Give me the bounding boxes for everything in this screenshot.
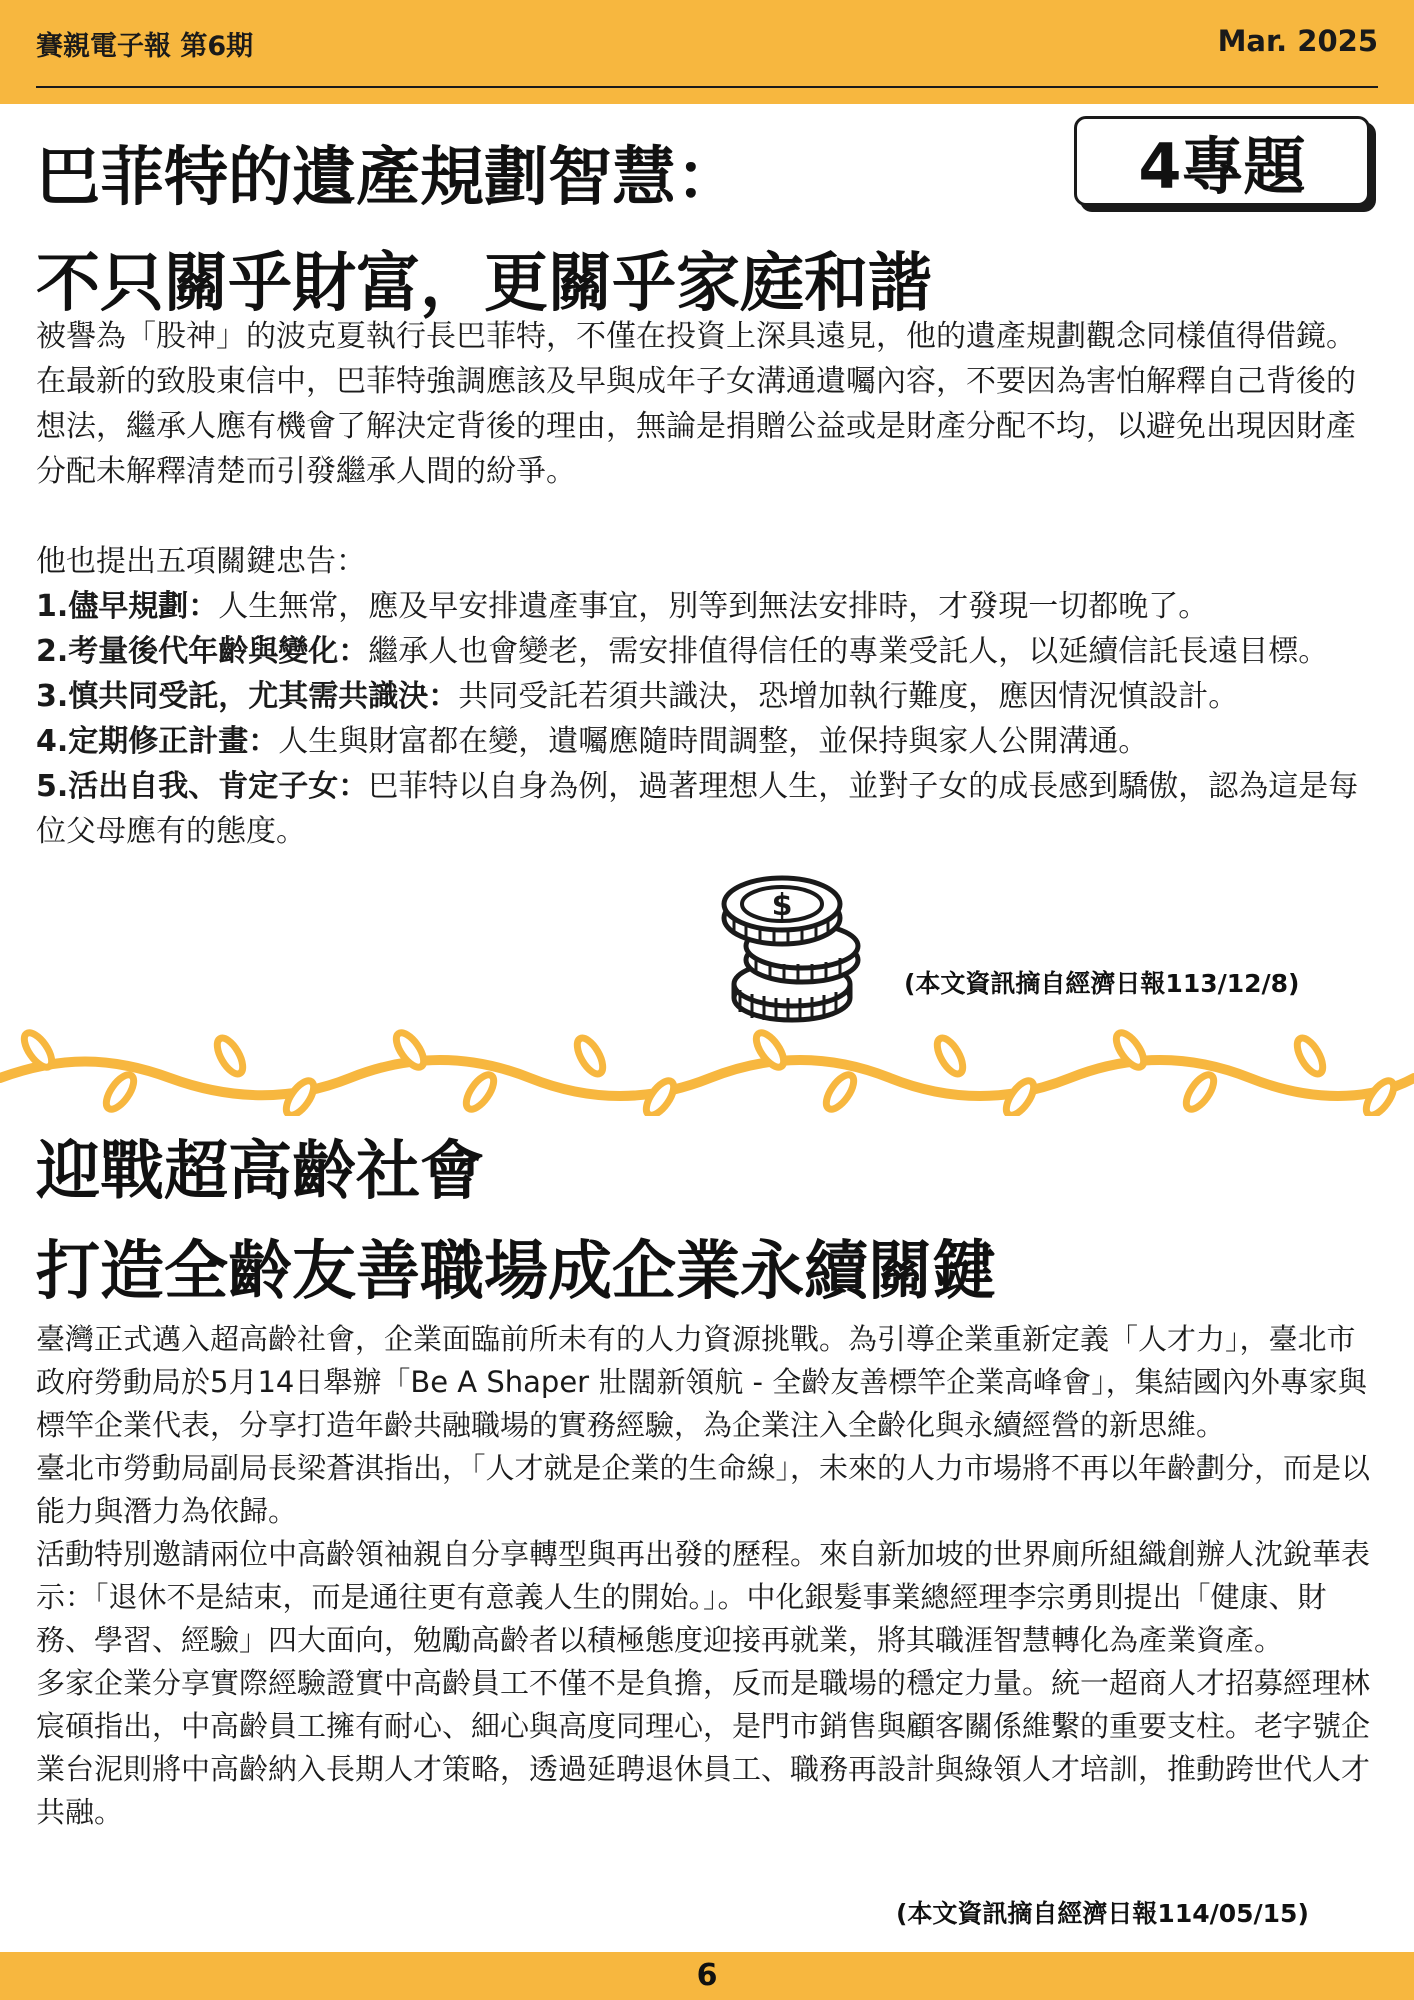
svg-text:$: $ [771,888,793,923]
article2-source: (本文資訊摘自經濟日報114/05/15) [896,1899,1309,1928]
article2-paragraph: 活動特別邀請兩位中高齡領袖親自分享轉型與再出發的歷程。來自新加坡的世界廁所組織創辦人沈銳華表示：「退休不是結束，而是通往更有意義人生的開始。」。中化銀髮事業總經理李宗勇則提出「健康、財務、學習、經驗」四大面向，勉勵高齡者以積極態度迎接再就業，將其職涯智慧轉化為產業資產。 [36,1537,1371,1657]
advice-heading: 3.慎共同受託，尤其需共識決： [36,679,459,714]
advice-heading: 5.活出自我、肯定子女： [36,769,369,804]
article2-title-line2: 打造全齡友善職場成企業永續關鍵 [36,1235,996,1309]
article1-intro: 被譽為「股神」的波克夏執行長巴菲特，不僅在投資上深具遠見，他的遺產規劃觀念同樣值得借鏡。在最新的致股東信中，巴菲特強調應該及早與成年子女溝通遺囑內容，不要因為害怕解釋自己背後的想法，繼承人應有機會了解決定背後的理由，無論是捐贈公益或是財產分配不均，以避免出現因財產分配未解釋清楚而引發繼承人間的紛爭。 [36,319,1356,489]
article2-paragraph: 臺灣正式邁入超高齡社會，企業面臨前所未有的人力資源挑戰。為引導企業重新定義「人才力」，臺北市政府勞動局於5月14日舉辦「Be A Shaper 壯闊新領航 - 全齡友善標竿企業高峰會」，集結國內外專家與標竿企業代表，分享打造年齡共融職場的實務經驗，為企業注入全齡化與永續經營的新思維。 [36,1322,1367,1442]
advice-heading: 4.定期修正計畫： [36,724,279,759]
vine-divider [0,1016,1414,1116]
advice-text: 人生與財富都在變，遺囑應隨時間調整，並保持與家人公開溝通。 [278,724,1149,759]
article1-body [36,314,1366,854]
article2-paragraph: 臺北市勞動局副局長梁蒼淇指出，「人才就是企業的生命線」，未來的人力市場將不再以年齡劃分，而是以能力與潛力為依歸。 [36,1451,1371,1528]
article2-body [36,1318,1382,1834]
footer-band [0,1952,1414,2000]
advice-text: 巴菲特以自身為例，過著理想人生，並對子女的成長感到驕傲，認為這是每位父母應有的態度。 [36,769,1359,849]
article1-title-line1: 巴菲特的遺產規劃智慧： [36,141,740,215]
article1-title-line2: 不只關乎財富，更關乎家庭和諧 [36,247,932,321]
advice-item [36,719,1366,764]
issue-date: Mar. 2025 [1217,24,1378,58]
advice-item [36,584,1366,629]
advice-item [36,764,1366,854]
advice-item [36,629,1366,674]
article2-paragraph: 多家企業分享實際經驗證實中高齡員工不僅不是負擔，反而是職場的穩定力量。統一超商人才招募經理林宸碩指出，中高齡員工擁有耐心、細心與高度同理心，是門市銷售與顧客關係維繫的重要支柱。老字號企業台泥則將中高齡納入長期人才策略，透過延聘退休員工、職務再設計與綠領人才培訓，推動跨世代人才共融。 [36,1666,1371,1829]
advice-heading: 1.儘早規劃： [36,589,219,624]
advice-item [36,674,1366,719]
advice-intro: 他也提出五項關鍵忠告： [36,544,366,579]
article1-source: (本文資訊摘自經濟日報113/12/8) [904,969,1300,998]
page-number: 6 [696,1958,718,1993]
header-divider [36,86,1378,88]
advice-heading: 2.考量後代年齡與變化： [36,634,369,669]
coin-stack-icon [710,860,880,1030]
header-band [0,0,1414,104]
publication-title: 賽親電子報 第6期 [36,31,254,62]
article2-title-line1: 迎戰超高齡社會 [36,1135,484,1209]
advice-text: 繼承人也會變老，需安排值得信任的專業受託人，以延續信託長遠目標。 [368,634,1329,669]
advice-text: 人生無常，應及早安排遺產事宜，別等到無法安排時，才發現一切都晚了。 [218,589,1209,624]
section-badge: 4專題 [1074,116,1370,206]
advice-text: 共同受託若須共識決，恐增加執行難度，應因情況慎設計。 [458,679,1239,714]
